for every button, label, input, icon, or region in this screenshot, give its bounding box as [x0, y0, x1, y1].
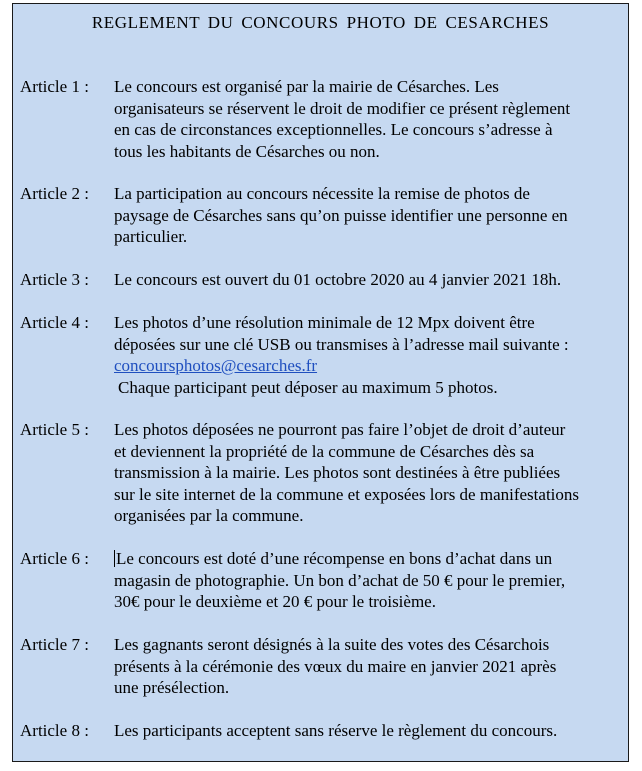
article-line: particulier.: [114, 227, 188, 246]
article-text: [114, 720, 625, 742]
article-text: [114, 269, 625, 291]
article-text: [114, 419, 625, 527]
article-line: Les photos déposées ne pourront pas faire l’objet de droit d’auteur: [114, 420, 566, 439]
article-line: 30€ pour le deuxième et 20 € pour le troisième.: [114, 592, 436, 611]
article-label: Article 1 :: [20, 77, 89, 96]
article-line-text: Le concours est doté d’une récompense en bons d’achat dans un: [116, 549, 553, 568]
article-line: Les photos d’une résolution minimale de 12 Mpx doivent être: [114, 313, 535, 332]
document-frame: [12, 3, 629, 762]
article-line: Le concours est organisé par la mairie de Césarches. Les: [114, 77, 499, 96]
article-label: Article 5 :: [20, 420, 89, 439]
article-line: La participation au concours nécessite la remise de photos de: [114, 184, 530, 203]
article-line: organisateurs se réservent le droit de modifier ce présent règlement: [114, 98, 571, 118]
text-cursor: [114, 550, 115, 567]
article-line: tous les habitants de Césarches ou non.: [114, 141, 380, 161]
article-text: [114, 634, 625, 699]
email-line: [114, 355, 625, 377]
article-text: [114, 548, 625, 613]
article-label: Article 7 :: [20, 635, 89, 654]
article-line: une présélection.: [114, 678, 230, 697]
article-label: Article 6 :: [20, 549, 89, 568]
article-label: Article 2 :: [20, 184, 89, 203]
document-title: REGLEMENT DU CONCOURS PHOTO DE CESARCHES: [91, 13, 550, 32]
article-line: magasin de photographie. Un bon d’achat de 50 € pour le premier,: [114, 570, 566, 590]
article-label: Article 8 :: [20, 721, 89, 740]
article-text: [114, 312, 625, 398]
article-line: Les gagnants seront désignés à la suite des votes des Césarchois: [114, 635, 550, 654]
article-label: Article 4 :: [20, 313, 89, 332]
article-line: sur le site internet de la commune et exposées lors de manifestations: [114, 484, 580, 504]
article-line: Les participants acceptent sans réserve le règlement du concours.: [114, 721, 558, 740]
article-line: Le concours est ouvert du 01 octobre 2020 au 4 janvier 2021 18h.: [114, 270, 562, 289]
article-line: Chaque participant peut déposer au maximum 5 photos.: [118, 377, 498, 397]
article-line: transmission à la mairie. Les photos sont destinées à être publiées: [114, 463, 561, 482]
article-line: en cas de circonstances exceptionnelles. Le concours s’adresse à: [114, 120, 553, 139]
article-line: présents à la cérémonie des vœux du maire en janvier 2021 après: [114, 656, 557, 676]
article-line: déposées sur une clé USB ou transmises à l’adresse mail suivante :: [114, 334, 569, 354]
article-line: organisées par la commune.: [114, 506, 304, 525]
article-line: paysage de Césarches sans qu’on puisse identifier une personne en: [114, 205, 568, 225]
article-text: [114, 183, 625, 248]
article-line[interactable]: [114, 548, 625, 570]
article-text: [114, 76, 625, 162]
article-line: et deviennent la propriété de la commune de Césarches dès sa: [114, 441, 535, 461]
article-label: Article 3 :: [20, 270, 89, 289]
email-link[interactable]: concoursphotos@cesarches.fr: [114, 356, 318, 375]
